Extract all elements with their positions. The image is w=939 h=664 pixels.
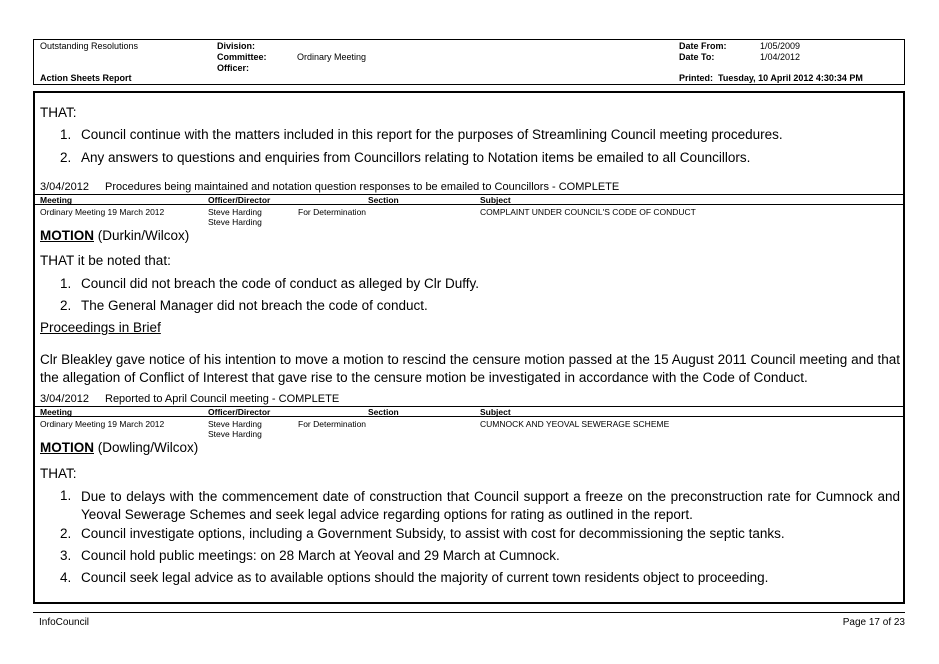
director-cell: Steve Harding bbox=[208, 429, 262, 439]
date-from-value: 1/05/2009 bbox=[760, 41, 801, 51]
list-item: Due to delays with the commencement date of construction that Council support a freeze on the preconstruction rate for Cumnock and Yeoval Sewerage Schemes and seek legal advice regarding options for rating as outlined in the report. bbox=[81, 489, 900, 522]
subject-cell: COMPLAINT UNDER COUNCIL'S CODE OF CONDUCT bbox=[480, 207, 696, 217]
col-section-header: Section bbox=[368, 407, 399, 417]
block2-intro: THAT it be noted that: bbox=[40, 253, 171, 268]
list-item: Any answers to questions and enquiries from Councillors relating to Notation items be emailed to all Councillors. bbox=[81, 150, 751, 165]
director-cell: Steve Harding bbox=[208, 217, 262, 227]
motion-heading bbox=[40, 440, 198, 455]
meeting-cell: Ordinary Meeting 19 March 2012 bbox=[40, 419, 165, 429]
report-body bbox=[33, 91, 905, 604]
report-type: Action Sheets Report bbox=[40, 73, 132, 83]
list-item: Council continue with the matters included in this report for the purposes of Streamlining Council meeting procedures. bbox=[81, 127, 783, 142]
date-from-label: Date From: bbox=[679, 41, 727, 51]
motion-movers: (Durkin/Wilcox) bbox=[94, 228, 190, 243]
list-number: 3. bbox=[60, 548, 72, 563]
page-footer bbox=[33, 612, 905, 628]
list-number: 1. bbox=[60, 127, 72, 142]
list-item: The General Manager did not breach the code of conduct. bbox=[81, 298, 428, 313]
col-section-header: Section bbox=[368, 195, 399, 205]
printed-value: Tuesday, 10 April 2012 4:30:34 PM bbox=[718, 73, 863, 83]
list-number: 4. bbox=[60, 570, 72, 585]
list-number: 1. bbox=[60, 276, 72, 291]
list-item: Council seek legal advice as to available options should the majority of current town residents object to proceeding. bbox=[81, 570, 769, 585]
list-number: 2. bbox=[60, 298, 72, 313]
col-officer-header: Officer/Director bbox=[208, 407, 271, 417]
list-item: Council hold public meetings: on 28 March at Yeoval and 29 March at Cumnock. bbox=[81, 548, 560, 563]
col-officer-header: Officer/Director bbox=[208, 195, 271, 205]
meeting-cell: Ordinary Meeting 19 March 2012 bbox=[40, 207, 165, 217]
date-to-label: Date To: bbox=[679, 52, 715, 62]
officer-cell: Steve Harding bbox=[208, 419, 262, 429]
motion-movers: (Dowling/Wilcox) bbox=[94, 440, 199, 455]
status-date: 3/04/2012 bbox=[40, 393, 89, 405]
officer-cell: Steve Harding bbox=[208, 207, 262, 217]
printed-label: Printed: bbox=[679, 73, 714, 83]
date-to-value: 1/04/2012 bbox=[760, 52, 801, 62]
list-number: 2. bbox=[60, 150, 72, 165]
list-item: Council investigate options, including a Government Subsidy, to assist with cost for decommissioning the septic tanks. bbox=[81, 526, 785, 541]
committee-value: Ordinary Meeting bbox=[297, 52, 367, 62]
motion-label: MOTION bbox=[40, 228, 94, 243]
officer-label: Officer: bbox=[217, 63, 250, 73]
status-text: Procedures being maintained and notation question responses to be emailed to Councillors - COMPLETE bbox=[105, 181, 620, 193]
list-number: 1. bbox=[60, 488, 72, 503]
table-header-row bbox=[35, 194, 903, 205]
col-subject-header: Subject bbox=[480, 407, 511, 417]
report-name: Outstanding Resolutions bbox=[40, 41, 139, 51]
division-label: Division: bbox=[217, 41, 256, 51]
table-header-row bbox=[35, 406, 903, 417]
report-header bbox=[33, 39, 905, 85]
motion-label: MOTION bbox=[40, 440, 94, 455]
block3-heading: THAT: bbox=[40, 466, 77, 481]
col-meeting-header: Meeting bbox=[40, 407, 73, 417]
committee-label: Committee: bbox=[217, 52, 267, 62]
status-date: 3/04/2012 bbox=[40, 181, 89, 193]
block1-heading: THAT: bbox=[40, 105, 77, 120]
proceedings-text: Clr Bleakley gave notice of his intention to move a motion to rescind the censure motion passed at the 15 August 2011 Council meeting and that the allegation of Conflict of Interest that gave rise to the censure motion be investigated in accordance with the Code of Conduct. bbox=[40, 352, 900, 385]
section-cell: For Determination bbox=[298, 207, 367, 217]
section-cell: For Determination bbox=[298, 419, 367, 429]
col-meeting-header: Meeting bbox=[40, 195, 73, 205]
status-text: Reported to April Council meeting - COMPLETE bbox=[105, 393, 340, 405]
list-number: 2. bbox=[60, 526, 72, 541]
col-subject-header: Subject bbox=[480, 195, 511, 205]
page-number: Page 17 of 23 bbox=[842, 617, 905, 628]
list-item: Council did not breach the code of conduct as alleged by Clr Duffy. bbox=[81, 276, 479, 291]
motion-heading bbox=[40, 228, 189, 243]
subject-cell: CUMNOCK AND YEOVAL SEWERAGE SCHEME bbox=[480, 419, 670, 429]
proceedings-heading: Proceedings in Brief bbox=[40, 320, 161, 335]
footer-app-name: InfoCouncil bbox=[39, 617, 90, 628]
